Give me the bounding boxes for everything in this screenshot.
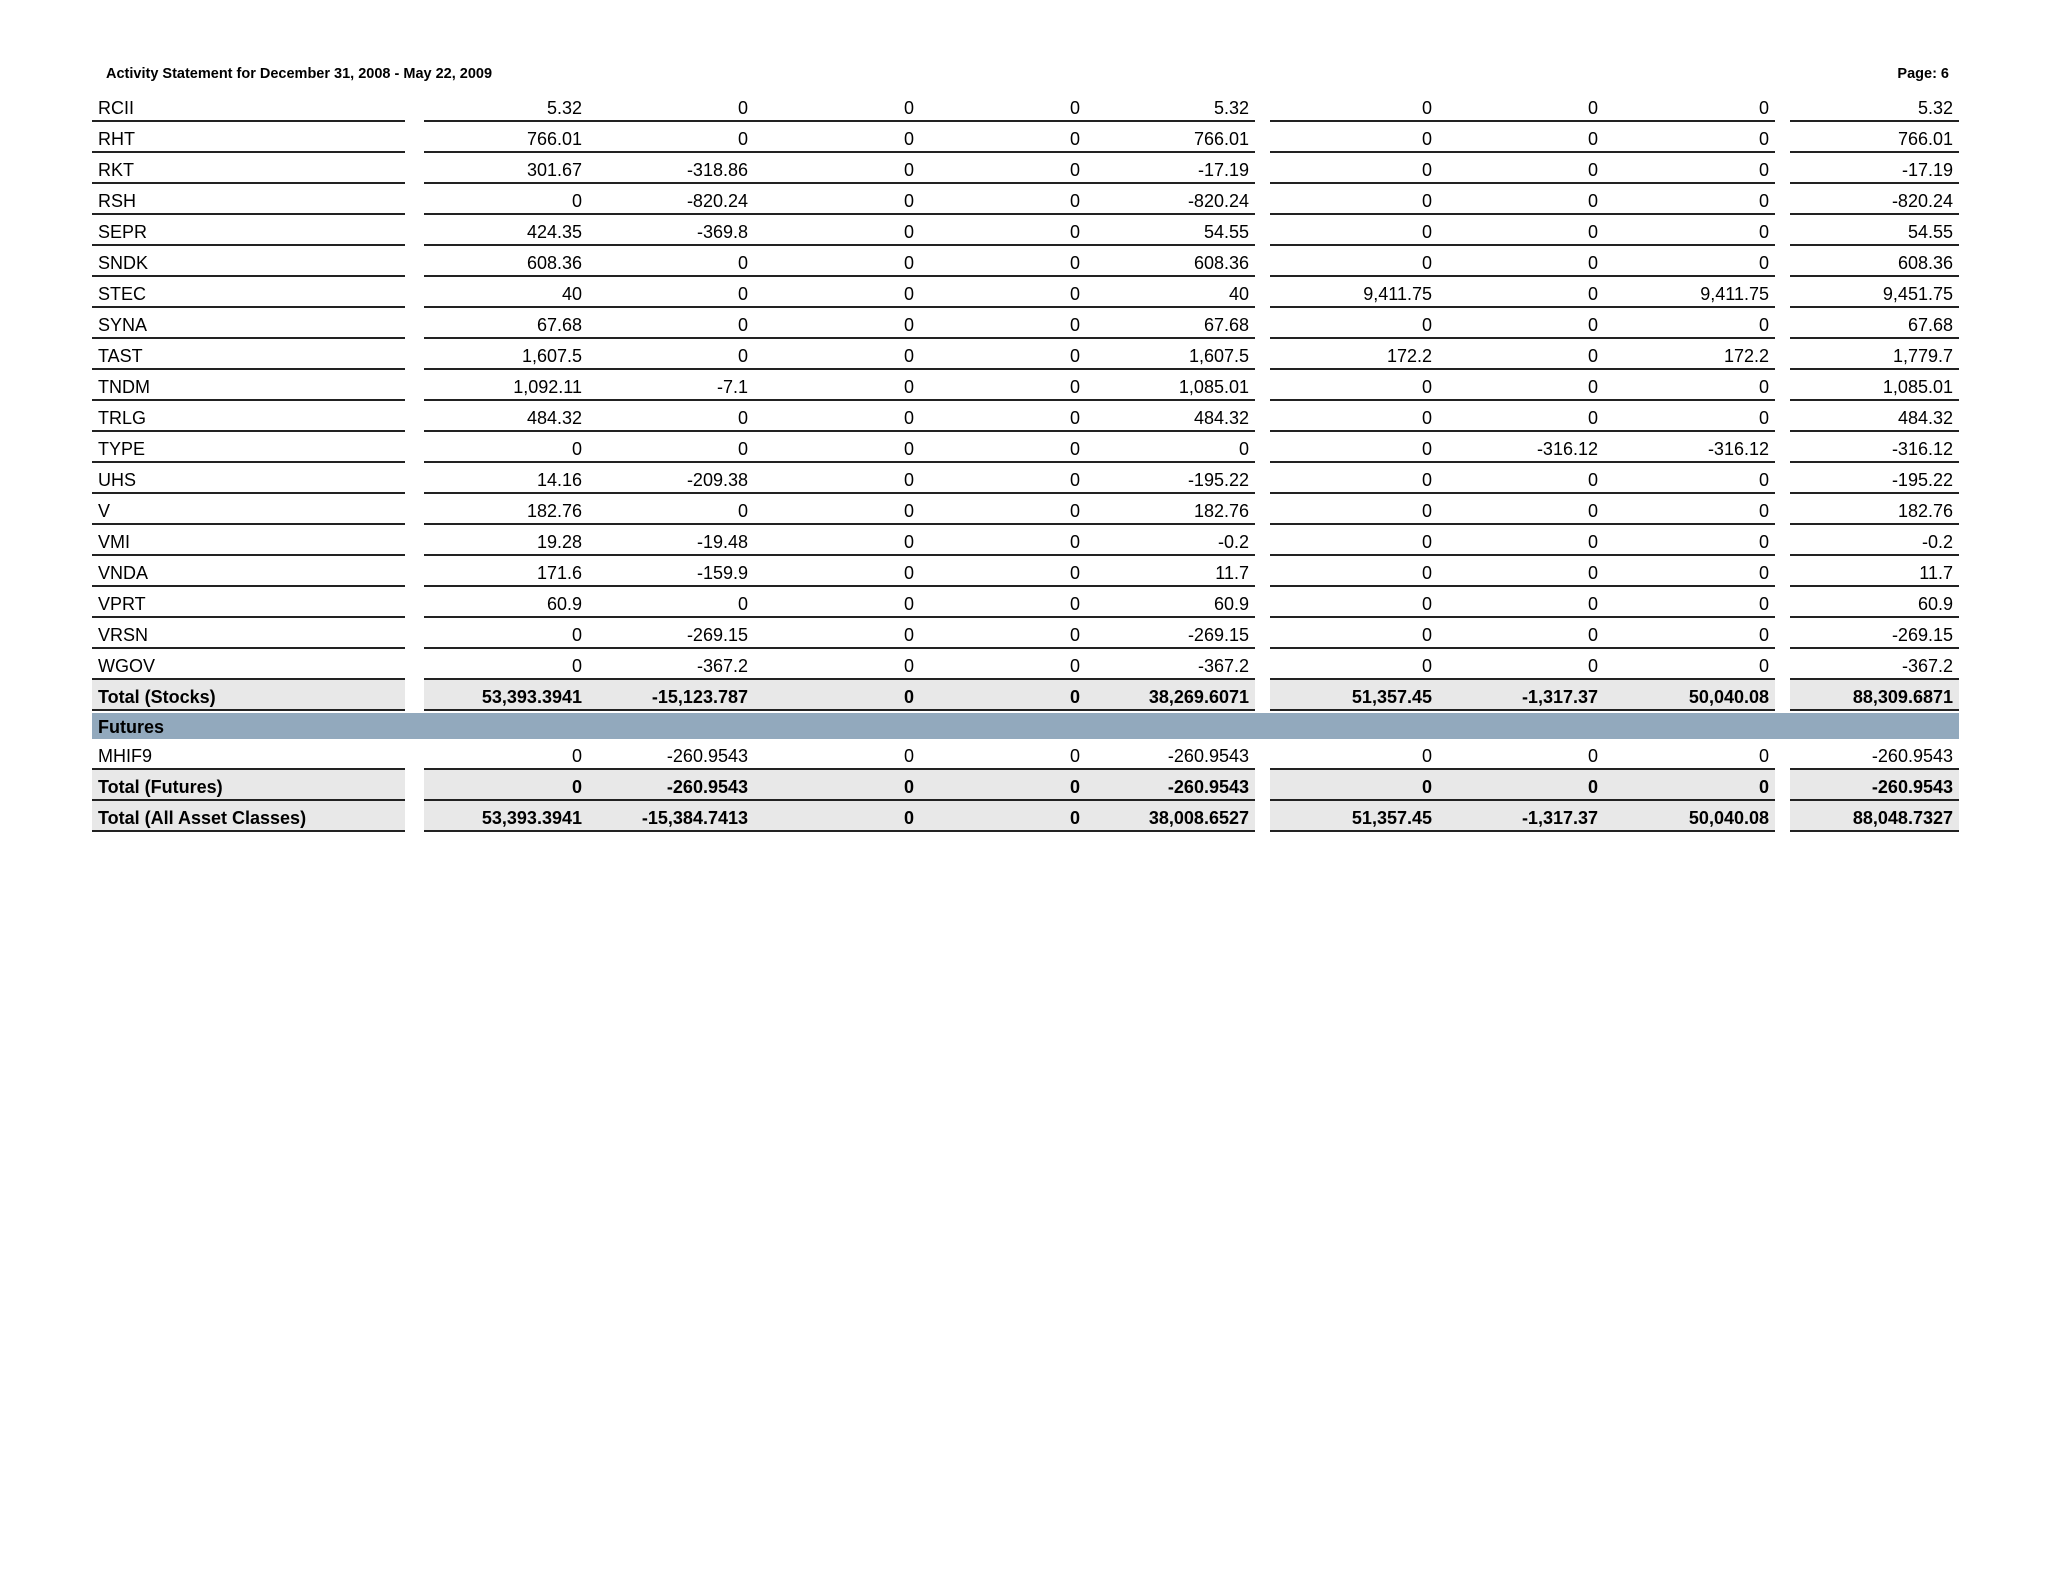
symbol-cell: VNDA <box>92 556 405 587</box>
value-cell-col-8: 0 <box>1604 770 1775 801</box>
value-cell-col-3: 0 <box>754 401 920 432</box>
value-cell-col-8: 0 <box>1604 370 1775 401</box>
value-cell-col-3: 0 <box>754 432 920 463</box>
table-row <box>92 401 1959 432</box>
symbol-cell: RKT <box>92 153 405 184</box>
value-cell-col-2: 0 <box>588 587 754 618</box>
value-cell-col-9: -316.12 <box>1790 432 1959 463</box>
value-cell-col-5: 1,607.5 <box>1086 339 1255 370</box>
page-number: Page: 6 <box>1897 66 1949 82</box>
value-cell-col-3: 0 <box>754 494 920 525</box>
value-cell-col-7: 0 <box>1438 556 1604 587</box>
value-cell-col-8: 0 <box>1604 494 1775 525</box>
value-cell-col-3: 0 <box>754 246 920 277</box>
value-cell-col-3: 0 <box>754 215 920 246</box>
value-cell-col-7: 0 <box>1438 525 1604 556</box>
symbol-cell: WGOV <box>92 649 405 680</box>
value-cell-col-9: -0.2 <box>1790 525 1959 556</box>
table-row <box>92 122 1959 153</box>
value-cell-col-2: -159.9 <box>588 556 754 587</box>
value-cell-col-5: 766.01 <box>1086 122 1255 153</box>
table-row <box>92 246 1959 277</box>
value-cell-col-4: 0 <box>920 770 1086 801</box>
value-cell-col-7: 0 <box>1438 215 1604 246</box>
value-cell-col-7: 0 <box>1438 339 1604 370</box>
value-cell-col-4: 0 <box>920 370 1086 401</box>
value-cell-col-6: 172.2 <box>1270 339 1438 370</box>
symbol-cell: V <box>92 494 405 525</box>
value-cell-col-4: 0 <box>920 494 1086 525</box>
value-cell-col-8: 50,040.08 <box>1604 680 1775 711</box>
value-cell-col-6: 0 <box>1270 556 1438 587</box>
value-cell-col-9: 54.55 <box>1790 215 1959 246</box>
value-cell-col-7: 0 <box>1438 463 1604 494</box>
value-cell-col-5: 40 <box>1086 277 1255 308</box>
value-cell-col-9: -269.15 <box>1790 618 1959 649</box>
value-cell-col-6: 0 <box>1270 153 1438 184</box>
value-cell-col-3: 0 <box>754 649 920 680</box>
value-cell-col-7: 0 <box>1438 308 1604 339</box>
value-cell-col-5: -260.9543 <box>1086 739 1255 770</box>
value-cell-col-2: -369.8 <box>588 215 754 246</box>
value-cell-col-2: 0 <box>588 122 754 153</box>
value-cell-col-9: 5.32 <box>1790 91 1959 122</box>
value-cell-col-3: 0 <box>754 370 920 401</box>
symbol-cell: STEC <box>92 277 405 308</box>
value-cell-col-8: 0 <box>1604 401 1775 432</box>
value-cell-col-1: 182.76 <box>424 494 588 525</box>
value-cell-col-4: 0 <box>920 525 1086 556</box>
value-cell-col-4: 0 <box>920 277 1086 308</box>
value-cell-col-5: 608.36 <box>1086 246 1255 277</box>
value-cell-col-2: -269.15 <box>588 618 754 649</box>
value-cell-col-7: 0 <box>1438 770 1604 801</box>
symbol-cell: SNDK <box>92 246 405 277</box>
table-row <box>92 739 1959 770</box>
value-cell-col-1: 608.36 <box>424 246 588 277</box>
value-cell-col-4: 0 <box>920 122 1086 153</box>
table-row <box>92 525 1959 556</box>
value-cell-col-5: 54.55 <box>1086 215 1255 246</box>
value-cell-col-1: 0 <box>424 184 588 215</box>
table-row <box>92 339 1959 370</box>
value-cell-col-9: -17.19 <box>1790 153 1959 184</box>
value-cell-col-8: 0 <box>1604 122 1775 153</box>
value-cell-col-5: 67.68 <box>1086 308 1255 339</box>
value-cell-col-2: -820.24 <box>588 184 754 215</box>
value-cell-col-1: 40 <box>424 277 588 308</box>
value-cell-col-7: 0 <box>1438 246 1604 277</box>
value-cell-col-5: 11.7 <box>1086 556 1255 587</box>
value-cell-col-8: 0 <box>1604 556 1775 587</box>
value-cell-col-9: 182.76 <box>1790 494 1959 525</box>
value-cell-col-1: 1,092.11 <box>424 370 588 401</box>
value-cell-col-3: 0 <box>754 556 920 587</box>
value-cell-col-9: 60.9 <box>1790 587 1959 618</box>
value-cell-col-8: 0 <box>1604 184 1775 215</box>
value-cell-col-6: 0 <box>1270 770 1438 801</box>
value-cell-col-7: 0 <box>1438 184 1604 215</box>
value-cell-col-5: 60.9 <box>1086 587 1255 618</box>
value-cell-col-3: 0 <box>754 587 920 618</box>
table-row <box>92 308 1959 339</box>
value-cell-col-9: 1,085.01 <box>1790 370 1959 401</box>
total-label: Total (Futures) <box>92 770 405 801</box>
symbol-cell: RSH <box>92 184 405 215</box>
value-cell-col-6: 0 <box>1270 463 1438 494</box>
value-cell-col-2: 0 <box>588 246 754 277</box>
value-cell-col-6: 0 <box>1270 494 1438 525</box>
value-cell-col-7: 0 <box>1438 618 1604 649</box>
value-cell-col-2: 0 <box>588 277 754 308</box>
value-cell-col-5: -195.22 <box>1086 463 1255 494</box>
value-cell-col-6: 0 <box>1270 91 1438 122</box>
value-cell-col-1: 14.16 <box>424 463 588 494</box>
value-cell-col-2: -209.38 <box>588 463 754 494</box>
value-cell-col-9: 88,048.7327 <box>1790 801 1959 832</box>
value-cell-col-2: -19.48 <box>588 525 754 556</box>
value-cell-col-6: 0 <box>1270 246 1438 277</box>
value-cell-col-7: 0 <box>1438 122 1604 153</box>
value-cell-col-5: -0.2 <box>1086 525 1255 556</box>
value-cell-col-8: 50,040.08 <box>1604 801 1775 832</box>
table-row <box>92 91 1959 122</box>
value-cell-col-1: 0 <box>424 618 588 649</box>
value-cell-col-5: 0 <box>1086 432 1255 463</box>
table-row <box>92 463 1959 494</box>
table-row <box>92 215 1959 246</box>
value-cell-col-6: 51,357.45 <box>1270 801 1438 832</box>
symbol-cell: TYPE <box>92 432 405 463</box>
value-cell-col-6: 51,357.45 <box>1270 680 1438 711</box>
value-cell-col-3: 0 <box>754 277 920 308</box>
value-cell-col-6: 0 <box>1270 432 1438 463</box>
value-cell-col-9: -260.9543 <box>1790 770 1959 801</box>
value-cell-col-3: 0 <box>754 122 920 153</box>
value-cell-col-8: -316.12 <box>1604 432 1775 463</box>
value-cell-col-4: 0 <box>920 618 1086 649</box>
total-label: Total (All Asset Classes) <box>92 801 405 832</box>
value-cell-col-6: 0 <box>1270 525 1438 556</box>
value-cell-col-6: 0 <box>1270 401 1438 432</box>
value-cell-col-6: 0 <box>1270 618 1438 649</box>
value-cell-col-5: -17.19 <box>1086 153 1255 184</box>
value-cell-col-2: 0 <box>588 432 754 463</box>
section-header-row <box>92 711 1959 739</box>
value-cell-col-6: 0 <box>1270 184 1438 215</box>
value-cell-col-9: 608.36 <box>1790 246 1959 277</box>
value-cell-col-1: 53,393.3941 <box>424 680 588 711</box>
value-cell-col-4: 0 <box>920 649 1086 680</box>
value-cell-col-1: 0 <box>424 649 588 680</box>
value-cell-col-4: 0 <box>920 432 1086 463</box>
table-row <box>92 649 1959 680</box>
value-cell-col-8: 0 <box>1604 463 1775 494</box>
value-cell-col-6: 0 <box>1270 215 1438 246</box>
value-cell-col-2: 0 <box>588 308 754 339</box>
table-row <box>92 432 1959 463</box>
value-cell-col-8: 0 <box>1604 153 1775 184</box>
value-cell-col-9: 484.32 <box>1790 401 1959 432</box>
value-cell-col-9: 11.7 <box>1790 556 1959 587</box>
value-cell-col-9: 67.68 <box>1790 308 1959 339</box>
section-header-futures: Futures <box>92 713 1959 739</box>
value-cell-col-9: 1,779.7 <box>1790 339 1959 370</box>
value-cell-col-1: 171.6 <box>424 556 588 587</box>
value-cell-col-5: -269.15 <box>1086 618 1255 649</box>
value-cell-col-1: 424.35 <box>424 215 588 246</box>
value-cell-col-7: -1,317.37 <box>1438 680 1604 711</box>
table-row <box>92 587 1959 618</box>
value-cell-col-5: 1,085.01 <box>1086 370 1255 401</box>
symbol-cell: RHT <box>92 122 405 153</box>
value-cell-col-1: 0 <box>424 770 588 801</box>
value-cell-col-9: -195.22 <box>1790 463 1959 494</box>
value-cell-col-9: -260.9543 <box>1790 739 1959 770</box>
table-row <box>92 494 1959 525</box>
value-cell-col-8: 0 <box>1604 308 1775 339</box>
symbol-cell: RCII <box>92 91 405 122</box>
symbol-cell: SYNA <box>92 308 405 339</box>
value-cell-col-5: 38,269.6071 <box>1086 680 1255 711</box>
value-cell-col-6: 9,411.75 <box>1270 277 1438 308</box>
value-cell-col-2: 0 <box>588 339 754 370</box>
total-futures-row <box>92 770 1959 801</box>
value-cell-col-9: -820.24 <box>1790 184 1959 215</box>
value-cell-col-7: 0 <box>1438 649 1604 680</box>
value-cell-col-8: 0 <box>1604 215 1775 246</box>
table-row <box>92 184 1959 215</box>
value-cell-col-3: 0 <box>754 339 920 370</box>
value-cell-col-2: 0 <box>588 401 754 432</box>
value-cell-col-1: 0 <box>424 739 588 770</box>
value-cell-col-2: -260.9543 <box>588 770 754 801</box>
value-cell-col-1: 0 <box>424 432 588 463</box>
value-cell-col-4: 0 <box>920 556 1086 587</box>
symbol-cell: TRLG <box>92 401 405 432</box>
value-cell-col-4: 0 <box>920 215 1086 246</box>
value-cell-col-6: 0 <box>1270 122 1438 153</box>
symbol-cell: TAST <box>92 339 405 370</box>
value-cell-col-4: 0 <box>920 463 1086 494</box>
symbol-cell: UHS <box>92 463 405 494</box>
value-cell-col-2: 0 <box>588 494 754 525</box>
symbol-cell: TNDM <box>92 370 405 401</box>
value-cell-col-9: 9,451.75 <box>1790 277 1959 308</box>
symbol-cell: VRSN <box>92 618 405 649</box>
value-cell-col-3: 0 <box>754 739 920 770</box>
value-cell-col-7: -1,317.37 <box>1438 801 1604 832</box>
value-cell-col-2: -367.2 <box>588 649 754 680</box>
value-cell-col-3: 0 <box>754 308 920 339</box>
value-cell-col-9: -367.2 <box>1790 649 1959 680</box>
value-cell-col-4: 0 <box>920 801 1086 832</box>
symbol-cell: VMI <box>92 525 405 556</box>
value-cell-col-5: 182.76 <box>1086 494 1255 525</box>
value-cell-col-5: 38,008.6527 <box>1086 801 1255 832</box>
value-cell-col-2: -15,123.787 <box>588 680 754 711</box>
value-cell-col-9: 766.01 <box>1790 122 1959 153</box>
value-cell-col-6: 0 <box>1270 308 1438 339</box>
value-cell-col-3: 0 <box>754 525 920 556</box>
value-cell-col-1: 301.67 <box>424 153 588 184</box>
value-cell-col-4: 0 <box>920 308 1086 339</box>
value-cell-col-7: 0 <box>1438 370 1604 401</box>
value-cell-col-2: 0 <box>588 91 754 122</box>
total-label: Total (Stocks) <box>92 680 405 711</box>
value-cell-col-1: 766.01 <box>424 122 588 153</box>
value-cell-col-6: 0 <box>1270 370 1438 401</box>
table-row <box>92 556 1959 587</box>
value-cell-col-8: 9,411.75 <box>1604 277 1775 308</box>
table-row <box>92 153 1959 184</box>
value-cell-col-2: -318.86 <box>588 153 754 184</box>
symbol-cell: MHIF9 <box>92 739 405 770</box>
value-cell-col-1: 5.32 <box>424 91 588 122</box>
value-cell-col-3: 0 <box>754 801 920 832</box>
value-cell-col-7: 0 <box>1438 739 1604 770</box>
value-cell-col-2: -260.9543 <box>588 739 754 770</box>
value-cell-col-7: 0 <box>1438 494 1604 525</box>
value-cell-col-8: 0 <box>1604 91 1775 122</box>
value-cell-col-7: 0 <box>1438 153 1604 184</box>
value-cell-col-3: 0 <box>754 184 920 215</box>
value-cell-col-7: 0 <box>1438 587 1604 618</box>
value-cell-col-1: 484.32 <box>424 401 588 432</box>
value-cell-col-8: 0 <box>1604 525 1775 556</box>
value-cell-col-2: -15,384.7413 <box>588 801 754 832</box>
table-row <box>92 277 1959 308</box>
value-cell-col-1: 19.28 <box>424 525 588 556</box>
value-cell-col-2: -7.1 <box>588 370 754 401</box>
value-cell-col-7: 0 <box>1438 91 1604 122</box>
value-cell-col-7: 0 <box>1438 401 1604 432</box>
value-cell-col-6: 0 <box>1270 587 1438 618</box>
symbol-cell: SEPR <box>92 215 405 246</box>
table-row <box>92 370 1959 401</box>
value-cell-col-5: 484.32 <box>1086 401 1255 432</box>
table-row <box>92 618 1959 649</box>
value-cell-col-3: 0 <box>754 153 920 184</box>
value-cell-col-6: 0 <box>1270 649 1438 680</box>
value-cell-col-5: 5.32 <box>1086 91 1255 122</box>
value-cell-col-8: 0 <box>1604 587 1775 618</box>
value-cell-col-5: -260.9543 <box>1086 770 1255 801</box>
value-cell-col-3: 0 <box>754 770 920 801</box>
value-cell-col-4: 0 <box>920 401 1086 432</box>
value-cell-col-4: 0 <box>920 587 1086 618</box>
value-cell-col-6: 0 <box>1270 739 1438 770</box>
value-cell-col-7: 0 <box>1438 277 1604 308</box>
value-cell-col-5: -367.2 <box>1086 649 1255 680</box>
value-cell-col-4: 0 <box>920 153 1086 184</box>
value-cell-col-4: 0 <box>920 680 1086 711</box>
symbol-cell: VPRT <box>92 587 405 618</box>
value-cell-col-3: 0 <box>754 463 920 494</box>
value-cell-col-4: 0 <box>920 739 1086 770</box>
value-cell-col-3: 0 <box>754 680 920 711</box>
value-cell-col-3: 0 <box>754 618 920 649</box>
value-cell-col-7: -316.12 <box>1438 432 1604 463</box>
value-cell-col-9: 88,309.6871 <box>1790 680 1959 711</box>
value-cell-col-4: 0 <box>920 246 1086 277</box>
value-cell-col-8: 0 <box>1604 246 1775 277</box>
value-cell-col-8: 172.2 <box>1604 339 1775 370</box>
value-cell-col-3: 0 <box>754 91 920 122</box>
value-cell-col-4: 0 <box>920 184 1086 215</box>
value-cell-col-8: 0 <box>1604 739 1775 770</box>
value-cell-col-1: 60.9 <box>424 587 588 618</box>
value-cell-col-8: 0 <box>1604 649 1775 680</box>
value-cell-col-5: -820.24 <box>1086 184 1255 215</box>
statement-header-title: Activity Statement for December 31, 2008 - May 22, 2009 <box>106 66 493 82</box>
value-cell-col-1: 53,393.3941 <box>424 801 588 832</box>
value-cell-col-4: 0 <box>920 339 1086 370</box>
value-cell-col-8: 0 <box>1604 618 1775 649</box>
grand-total-row <box>92 801 1959 832</box>
value-cell-col-1: 67.68 <box>424 308 588 339</box>
activity-table <box>92 91 1959 832</box>
value-cell-col-4: 0 <box>920 91 1086 122</box>
total-stocks-row <box>92 680 1959 711</box>
value-cell-col-1: 1,607.5 <box>424 339 588 370</box>
